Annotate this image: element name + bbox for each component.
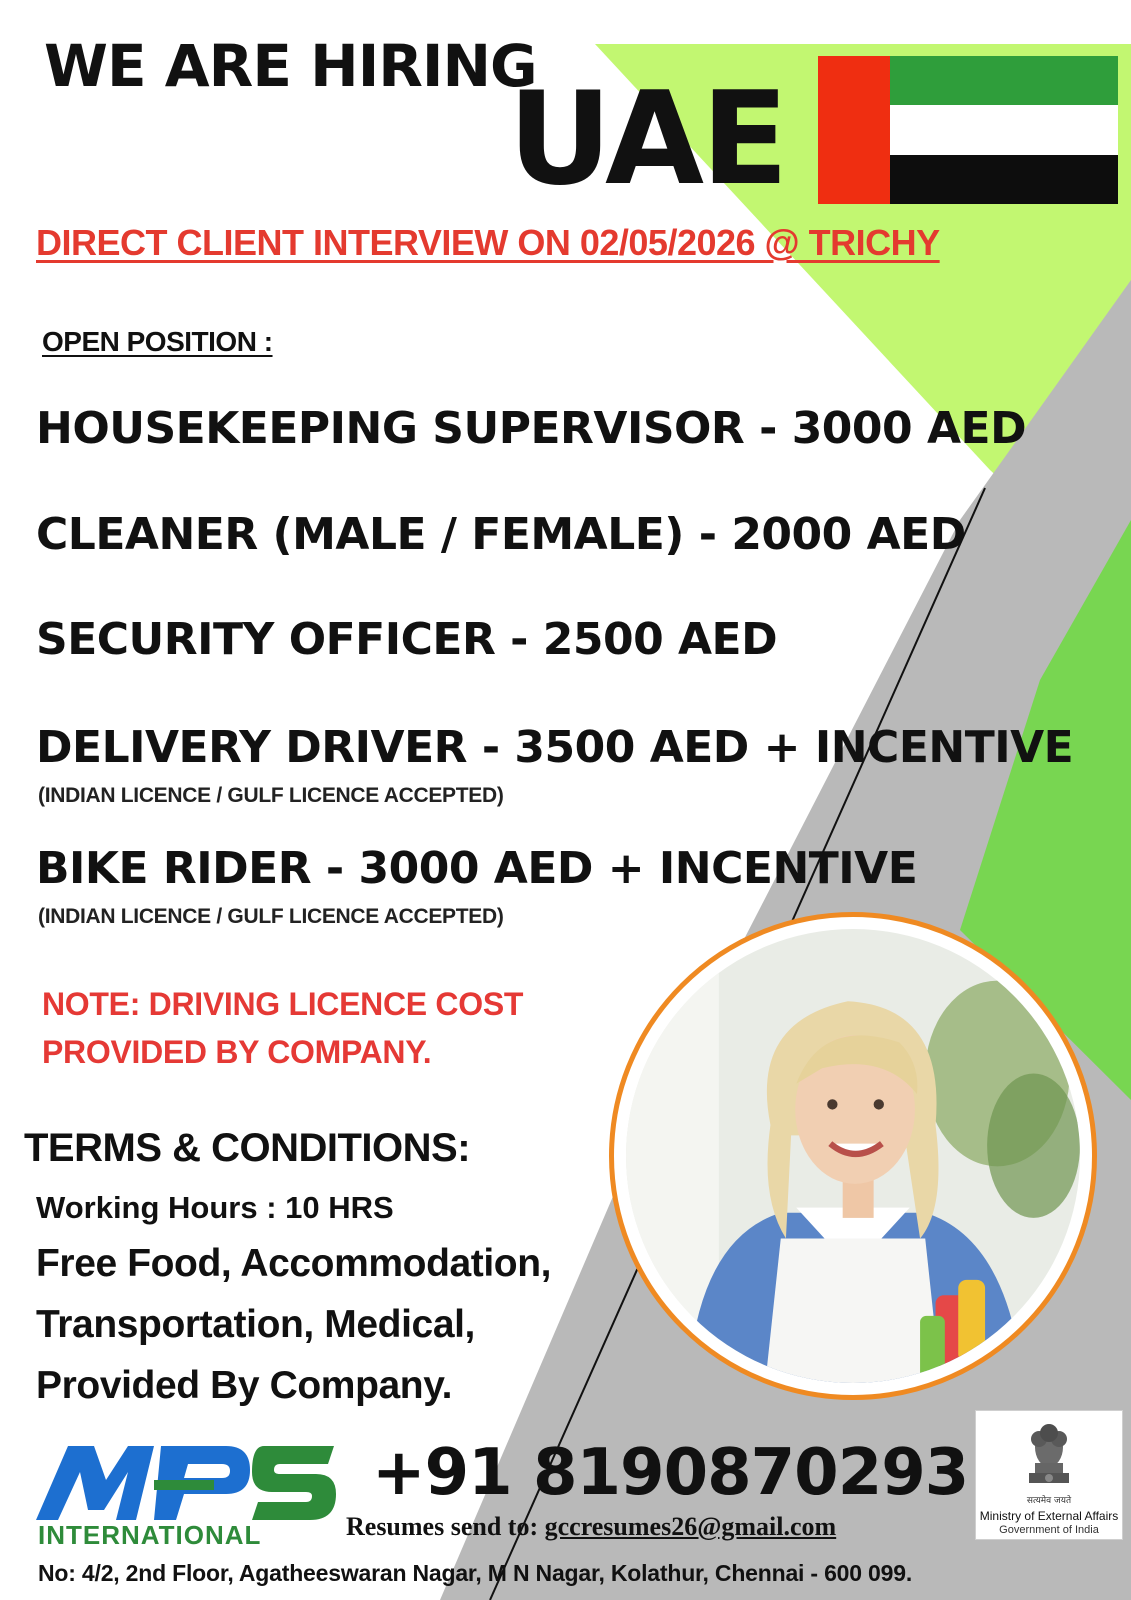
resumes-label: Resumes send to:: [346, 1512, 539, 1541]
terms-line: Free Food, Accommodation,: [36, 1242, 552, 1285]
licence-note-line: PROVIDED BY COMPANY.: [42, 1034, 432, 1070]
position-item: DELIVERY DRIVER - 3500 AED + INCENTIVE: [36, 722, 1074, 773]
position-note: (INDIAN LICENCE / GULF LICENCE ACCEPTED): [38, 905, 504, 928]
position-note: (INDIAN LICENCE / GULF LICENCE ACCEPTED): [38, 784, 504, 807]
position-item: SECURITY OFFICER - 2500 AED: [36, 614, 778, 665]
terms-line: Working Hours : 10 HRS: [36, 1190, 394, 1225]
email-link[interactable]: gccresumes26@gmail.com: [544, 1512, 837, 1541]
licence-note-line: NOTE: DRIVING LICENCE COST: [42, 986, 524, 1022]
cleaner-illustration: [626, 929, 1080, 1383]
terms-line: Provided By Company.: [36, 1364, 453, 1407]
position-item: HOUSEKEEPING SUPERVISOR - 3000 AED: [36, 403, 1027, 454]
terms-title: TERMS & CONDITIONS:: [24, 1126, 471, 1170]
terms-line: Transportation, Medical,: [36, 1303, 475, 1346]
company-name-sub: INTERNATIONAL: [38, 1520, 262, 1550]
mps-logo: [36, 1440, 336, 1526]
mea-badge: [975, 1410, 1123, 1540]
mea-subtitle: Government of India: [999, 1524, 1099, 1536]
resume-contact: [346, 1512, 836, 1542]
country-title: UAE: [508, 65, 786, 214]
hiring-title: WE ARE HIRING: [44, 32, 537, 100]
open-position-label: OPEN POSITION :: [42, 326, 273, 357]
position-item: CLEANER (MALE / FEMALE) - 2000 AED: [36, 509, 966, 560]
company-address: No: 4/2, 2nd Floor, Agatheeswaran Nagar, M N Nagar, Kolathur, Chennai - 600 099.: [38, 1560, 913, 1586]
mea-title: Ministry of External Affairs: [979, 1509, 1119, 1523]
position-item: BIKE RIDER - 3000 AED + INCENTIVE: [36, 843, 918, 894]
interview-announcement: DIRECT CLIENT INTERVIEW ON 02/05/2026 @ TRICHY: [36, 222, 940, 263]
cleaner-photo: [609, 912, 1097, 1400]
uae-flag: [818, 56, 1118, 204]
ashoka-emblem-icon: [1021, 1417, 1077, 1491]
mea-motto: सत्यमेव जयते: [1026, 1496, 1072, 1506]
phone-number[interactable]: +91 8190870293: [372, 1436, 969, 1510]
